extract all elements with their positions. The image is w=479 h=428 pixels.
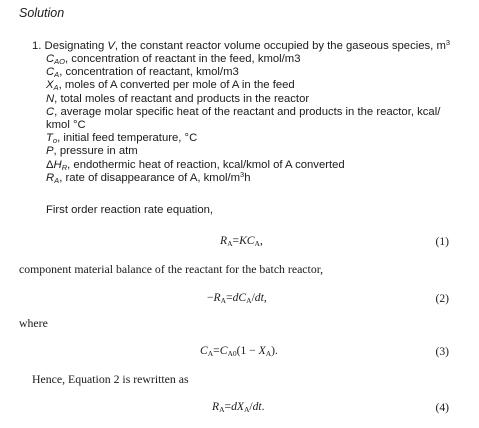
definition-cao: $C_{AO}$, concentration of reactant in the feed, kmol/m3	[46, 53, 301, 66]
definition-list	[46, 53, 462, 185]
definition-ra: $R_A$, rate of disappearance of A, kmol/$m^3h$	[46, 169, 251, 185]
item-1-intro: 1. Designating V, the constant reactor volume occupied by the gaseous species, $m^3$	[32, 38, 451, 52]
rate-equation-lead: First order reaction rate equation,	[46, 204, 214, 216]
equation-2-number: (2)	[435, 292, 449, 305]
where-paragraph: where	[19, 316, 48, 330]
definition-c: C, average molar specific heat of the reactant and products in the reactor, kcal/ kmol °C	[46, 105, 441, 132]
definition-to: $T_o$, initial feed temperature, °C	[46, 132, 198, 146]
equation-1-number: (1)	[435, 235, 449, 248]
equation-4: $R_A=dX_A/dt$.	[212, 400, 265, 414]
equation-3: $C_A=C_{A0}(1 - X_A)$.	[200, 344, 278, 358]
equation-1: $R_A=KC_A$,	[220, 234, 263, 248]
item-number: 1.	[32, 40, 42, 52]
balance-paragraph: component material balance of the reactant for the batch reactor,	[19, 262, 324, 276]
equation-3-number: (3)	[435, 345, 449, 358]
hence-paragraph: Hence, Equation 2 is rewritten as	[32, 372, 189, 386]
definition-p: P, pressure in atm	[46, 145, 138, 158]
definition-dhr: $\Delta H_R$, endothermic heat of reaction, kcal/kmol of A converted	[46, 158, 345, 172]
equation-4-number: (4)	[435, 401, 449, 414]
section-heading: Solution	[19, 6, 65, 20]
definition-xa: $X_A$, moles of A converted per mole of A in the feed	[46, 79, 295, 93]
equation-2: $-R_A=dC_A/dt$,	[207, 291, 267, 305]
definition-ca: $C_A$, concentration of reactant, kmol/m3	[46, 66, 239, 80]
definition-n: N, total moles of reactant and products in the reactor	[46, 92, 310, 105]
